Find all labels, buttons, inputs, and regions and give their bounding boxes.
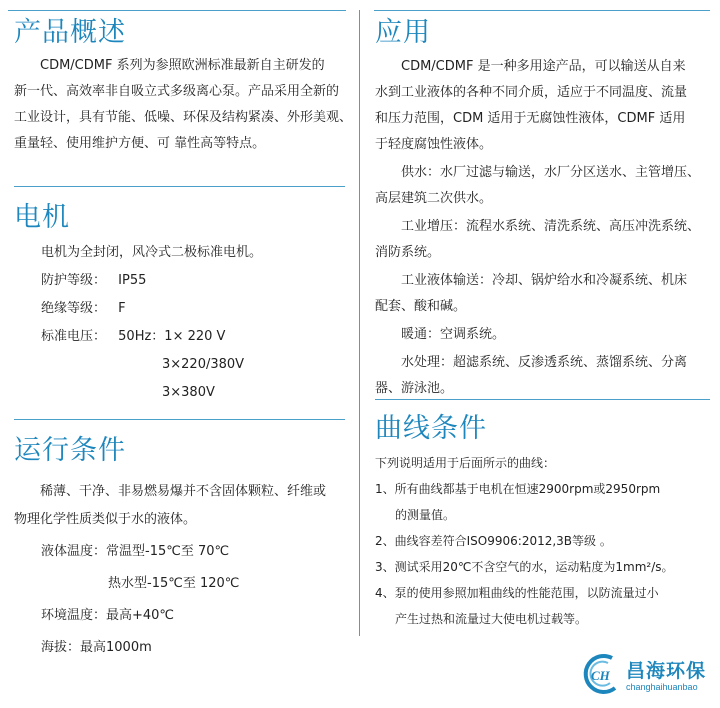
application-line: 于轻度腐蚀性液体。 <box>375 137 493 152</box>
voltage-row <box>14 323 349 351</box>
application-item: 配套、酸和碱。 <box>375 299 467 314</box>
motor-title: 电机 <box>14 202 70 233</box>
curve-item: 的测量值。 <box>395 508 456 522</box>
voltage-value: 3×380V <box>162 385 215 400</box>
product-line: CDM/CDMF 系列为参照欧洲标准最新自主研发的 <box>40 58 325 73</box>
product-section <box>14 17 353 157</box>
application-item: 工业增压：流程水系统、清洗系统、高压冲洗系统、 <box>401 219 701 234</box>
curve-item: 产生过热和流量过大使电机过载等。 <box>395 612 588 626</box>
voltage-value: 3×220/380V <box>162 357 245 372</box>
application-bottom-rule <box>375 399 710 400</box>
application-item: 器、游泳池。 <box>375 381 454 396</box>
application-title: 应用 <box>375 17 431 48</box>
curve-item: 4、泵的使用参照加粗曲线的性能范围，以防流量过小 <box>375 586 659 600</box>
altitude: 海拔：最高1000m <box>41 640 152 655</box>
application-line: 水到工业液体的各种不同介质，适应于不同温度、流量 <box>375 85 688 100</box>
logo-mark-text: CH <box>591 668 610 683</box>
product-title: 产品概述 <box>14 17 126 48</box>
env-temp: 环境温度：最高+40℃ <box>41 608 175 623</box>
protection-label: 防护等级： <box>41 273 107 288</box>
top-rule-left <box>8 10 346 11</box>
application-line: 和压力范围，CDM 适用于无腐蚀性液体，CDMF 适用 <box>375 111 686 126</box>
protection-value: IP55 <box>118 273 147 288</box>
application-section <box>375 18 710 402</box>
product-line: 工业设计，具有节能、低噪、环保及结构紧凑、外形美观、 <box>14 110 353 125</box>
liquid-temp-value: 常温型-15℃至 70℃ <box>106 544 230 559</box>
voltage-label: 标准电压： <box>41 329 107 344</box>
motor-bottom-rule <box>14 419 345 420</box>
application-item: 供水：水厂过滤与输送，水厂分区送水、主管增压、 <box>401 165 701 180</box>
product-line: 新一代、高效率非自吸立式多级离心泵。产品采用全新的 <box>14 84 340 99</box>
liquid-temp-label: 液体温度： <box>41 544 107 559</box>
application-item: 高层建筑二次供水。 <box>375 191 493 206</box>
motor-section <box>14 203 349 407</box>
application-item: 暖通：空调系统。 <box>401 327 506 342</box>
voltage-value: 50Hz：1× 220 V <box>118 329 226 344</box>
operation-line: 稀薄、干净、非易燃易爆并不含固体颗粒、纤维或 <box>40 484 327 499</box>
curve-item: 3、测试采用20℃不含空气的水，运动粘度为1mm²/s。 <box>375 560 674 574</box>
curve-section <box>375 414 710 632</box>
insulation-label: 绝缘等级： <box>41 301 107 316</box>
liquid-temp-row <box>14 536 349 568</box>
logo-name: 昌海环保 <box>626 660 707 682</box>
application-item: 消防系统。 <box>375 245 441 260</box>
product-bottom-rule <box>14 186 345 187</box>
curve-title: 曲线条件 <box>375 413 487 444</box>
curve-item: 1、所有曲线都基于电机在恒速2900rpm或2950rpm <box>375 482 661 496</box>
application-line: CDM/CDMF 是一种多用途产品，可以输送从自来 <box>401 59 686 74</box>
company-logo <box>582 652 712 700</box>
application-item: 工业液体输送：冷却、锅炉给水和冷凝系统、机床 <box>401 273 688 288</box>
operation-section <box>14 436 349 664</box>
motor-intro: 电机为全封闭，风冷式二极标准电机。 <box>41 245 263 260</box>
application-item: 水处理：超滤系统、反渗透系统、蒸馏系统、分离 <box>401 355 688 370</box>
operation-line: 物理化学性质类似于水的液体。 <box>14 512 197 527</box>
liquid-temp-value: 热水型-15℃至 120℃ <box>108 576 240 591</box>
curve-item: 2、曲线容差符合ISO9906:2012,3B等级 。 <box>375 534 612 548</box>
insulation-row <box>14 295 349 323</box>
protection-row <box>14 267 349 295</box>
operation-title: 运行条件 <box>14 435 126 466</box>
insulation-value: F <box>118 301 126 316</box>
top-rule-right <box>374 10 710 11</box>
column-divider <box>359 10 360 636</box>
curve-intro: 下列说明适用于后面所示的曲线： <box>375 456 556 470</box>
product-line: 重量轻、使用维护方便、可 靠性高等特点。 <box>14 136 266 151</box>
logo-pinyin: changhaihuanbao <box>626 682 698 692</box>
